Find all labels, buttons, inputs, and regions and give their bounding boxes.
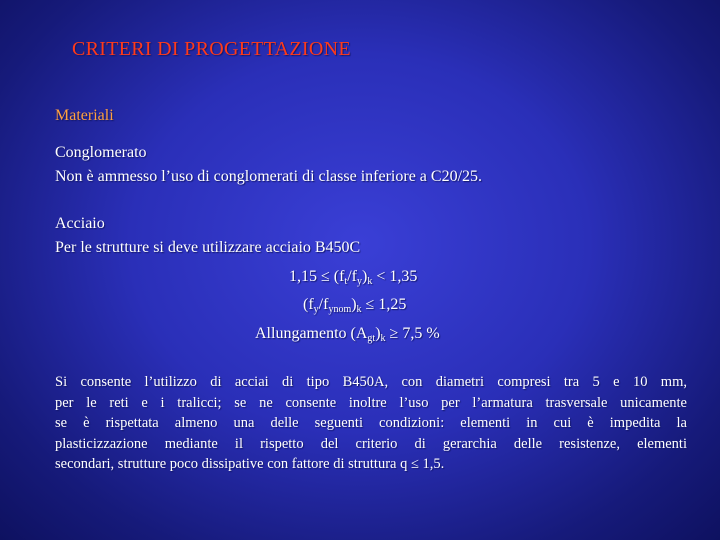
formula-text: ) <box>362 268 368 285</box>
note-line: se è rispettata almeno una delle seguenti condizioni: elementi in cui è impedita la <box>55 415 687 432</box>
note-line: Si consente l’utilizzo di acciai di tipo B450A, con diametri compresi tra 5 e 10 mm, <box>55 374 687 390</box>
steel-text: Per le strutture si deve utilizzare acciaio B450C <box>55 239 361 256</box>
formula-text: (f <box>303 296 314 313</box>
formula-fy-fynom <box>303 296 406 315</box>
steel-heading: Acciaio <box>55 215 105 232</box>
formula-text: < 1,35 <box>372 268 418 285</box>
formula-subscript: y <box>313 304 319 315</box>
note-paragraph <box>55 372 687 475</box>
formula-subscript: ynom <box>328 304 352 315</box>
formula-subscript: t <box>344 276 348 287</box>
formula-ft-fy <box>289 268 417 287</box>
note-line: per le reti e i tralicci; se ne consente inoltre l’uso per l’armatura trasversale unicamente <box>55 394 687 411</box>
formula-text: ≤ 1,25 <box>361 296 407 313</box>
materials-heading: Materiali <box>55 107 114 124</box>
concrete-heading: Conglomerato <box>55 144 147 161</box>
note-line: secondari, strutture poco dissipative con fattore di struttura q ≤ 1,5. <box>55 456 445 473</box>
formula-text: /f <box>318 296 329 313</box>
formula-text: ≥ 7,5 % <box>385 325 440 342</box>
note-line: plasticizzazione mediante il rispetto del criterio di gerarchia delle resistenze, elementi <box>55 435 687 452</box>
formula-text: ) <box>375 325 381 342</box>
formula-subscript: y <box>357 276 362 287</box>
formula-text: Allungamento (A <box>255 325 368 342</box>
formula-text: 1,15 ≤ (f <box>289 268 345 285</box>
formula-text: /f <box>347 268 357 285</box>
formula-subscript: k <box>367 276 373 287</box>
concrete-text: Non è ammesso l’uso di conglomerati di classe inferiore a C20/25. <box>55 168 483 185</box>
formula-subscript: k <box>380 333 386 344</box>
slide-title: CRITERI DI PROGETTAZIONE <box>72 38 351 60</box>
formula-subscript: k <box>356 304 362 315</box>
formula-subscript: gt <box>367 333 376 344</box>
formula-elongation <box>255 325 440 344</box>
formula-text: ) <box>351 296 357 313</box>
